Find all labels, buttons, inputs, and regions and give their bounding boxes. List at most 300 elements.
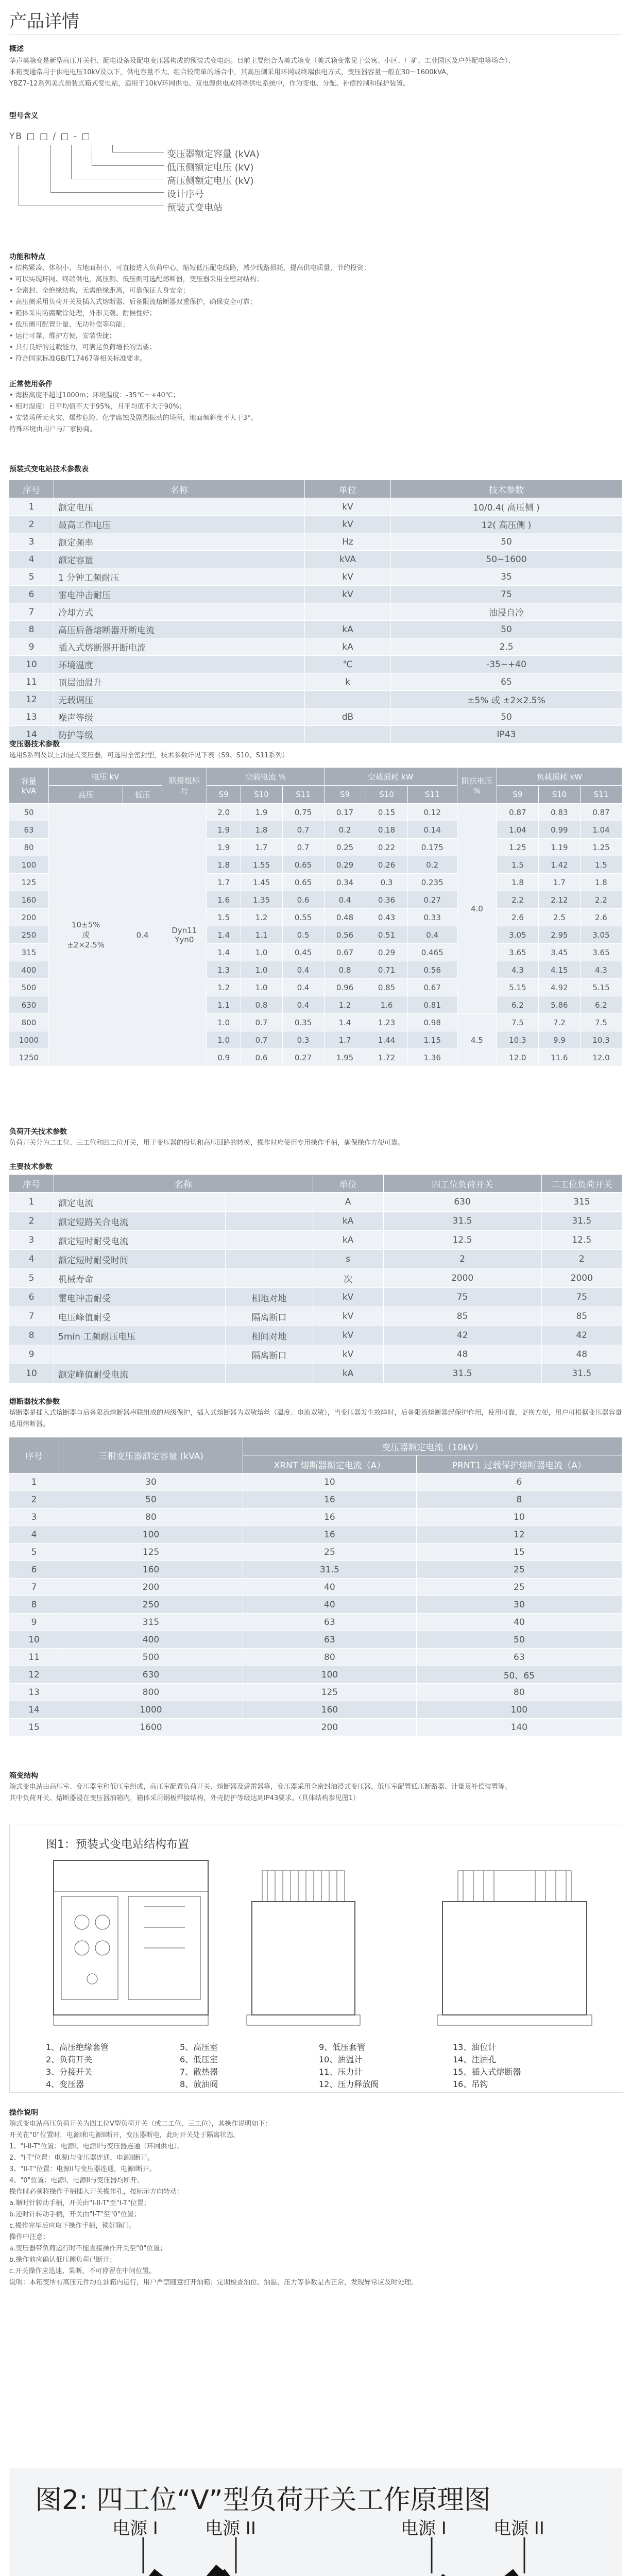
table-cell: 630 [383, 1193, 541, 1212]
table-cell: 0.48 [324, 909, 366, 926]
table-cell: 50 [391, 533, 622, 551]
table-cell: 1.8 [497, 874, 538, 891]
col-header: 序号 [9, 480, 54, 498]
model-code: YB □ □ / □ - □ [9, 131, 91, 142]
ops-text [9, 2119, 622, 2289]
table-cell: 插入式熔断器开断电流 [54, 638, 305, 656]
table-cell: 7.5 [497, 1014, 538, 1031]
table-cell: 5 [9, 1544, 59, 1561]
table-cell: 1.25 [497, 839, 538, 856]
table-cell: 1.2 [207, 979, 241, 996]
table-cell: Dyn11 Yyn0 [162, 804, 207, 1066]
table-cell: 0.67 [407, 979, 457, 996]
table-cell: 环境温度 [54, 656, 305, 673]
table-cell: 顶层油温升 [54, 673, 305, 691]
table-cell: 1.45 [241, 874, 282, 891]
table-cell: 13 [9, 1684, 59, 1701]
table-cell: 48 [383, 1345, 541, 1364]
table-row [9, 638, 622, 656]
table-cell: 1.8 [241, 821, 282, 839]
table-cell: 400 [59, 1631, 243, 1649]
table-cell: 40 [416, 1614, 622, 1631]
overview-line: 本箱变通常用于供电电压10kV及以下，供电容量不大、组合较简单的场合中，其高压侧采用环网或终端供电方式，变压器容量一般在30～1600kVA， [9, 69, 453, 76]
table-cell: 0.175 [407, 839, 457, 856]
table-cell [305, 691, 391, 708]
ops-line: b.逆时针转动手柄，开关由"I-T"至"0"位置； [9, 2211, 141, 2218]
table-cell: 1.25 [580, 839, 622, 856]
table-row [9, 603, 622, 621]
table-cell: 250 [59, 1596, 243, 1614]
table-cell: ±5% 或 ±2×2.5% [391, 691, 622, 708]
table-cell: 315 [59, 1614, 243, 1631]
legend-item: 15、插入式熔断器 [453, 2067, 521, 2077]
table-cell: 63 [243, 1631, 417, 1649]
table-cell: 14 [9, 1701, 59, 1719]
table-cell: 1.04 [580, 821, 622, 839]
table-cell: 31.5 [243, 1561, 417, 1579]
table-cell: kV [313, 1345, 383, 1364]
table-cell: 48 [541, 1345, 622, 1364]
table-cell: 0.34 [324, 874, 366, 891]
table-row [9, 1509, 622, 1526]
table-cell: kV [305, 568, 391, 586]
table-cell: 63 [243, 1614, 417, 1631]
table-cell: 2.5 [538, 909, 580, 926]
table-cell: kV [305, 498, 391, 516]
table-cell: 2 [541, 1250, 622, 1269]
table-cell: 1.0 [241, 979, 282, 996]
legend-item: 13、油位计 [453, 2042, 497, 2052]
col-header: S10 [366, 786, 407, 804]
page-title: 产品详情 [9, 11, 79, 32]
ops-line: 说明：本箱变所有高压元件均在油箱内运行，用户严禁随意打开油箱；定期检查油位、油温、压力等参数是否正常，发现异常应及时处理。 [9, 2279, 418, 2286]
table-cell: 相间对地 [226, 1326, 313, 1345]
table-cell: 1.0 [207, 1031, 241, 1049]
col-header: 联接组标号 [162, 768, 207, 804]
table-row [9, 1491, 622, 1509]
table-cell: 1.35 [241, 891, 282, 909]
fuse-note: 熔断器是插入式熔断器与后备限流熔断器串联组成的两级保护，插入式熔断器为双敏熔丝（温度、电流双敏），当变压器发生故障时，后备限流熔断器起保护作用，使用可靠，更换方便，用户可根据变压器容量选用熔断器。 [9, 1409, 622, 1428]
col-header: PRNT1 过载保护熔断器电流（A） [416, 1455, 622, 1473]
ops-line: a.顺时针转动手柄，开关由"I-II-T"至"I-T"位置； [9, 2199, 150, 2207]
ops-heading: 操作说明 [9, 2109, 38, 2117]
figure-1 [9, 1824, 623, 2093]
col-header: 名称 [54, 480, 305, 498]
table-row [9, 1307, 622, 1326]
table-cell: 12.0 [497, 1049, 538, 1066]
table-cell: 0.99 [538, 821, 580, 839]
table-cell [226, 1364, 313, 1383]
model-label: 变压器额定容量 (kVA) [167, 149, 260, 160]
col-header: 空载电流 % [207, 768, 324, 786]
table-cell: 10 [9, 1364, 54, 1383]
table-cell: -35~+40 [391, 656, 622, 673]
table-cell: 0.465 [407, 944, 457, 961]
table-cell: 1250 [9, 1049, 49, 1066]
table-row [9, 1364, 622, 1383]
table-cell: 85 [541, 1307, 622, 1326]
table-cell: 3.65 [497, 944, 538, 961]
table-cell [305, 726, 391, 743]
table-cell: 0.4 [407, 926, 457, 944]
table-cell: 0.12 [407, 804, 457, 821]
table-row [9, 673, 622, 691]
table-cell: 2.95 [538, 926, 580, 944]
table-cell: 500 [9, 979, 49, 996]
table-cell: 额定容量 [54, 551, 305, 568]
ops-line: c.操作完毕后应取下操作手柄，锁好箱门。 [9, 2222, 136, 2230]
table-cell: 6 [9, 1561, 59, 1579]
table-cell: 160 [59, 1561, 243, 1579]
table-cell: 0.87 [497, 804, 538, 821]
table-cell: 200 [243, 1719, 417, 1736]
table-cell: 11 [9, 673, 54, 691]
ops-line: 操作时必须将操作手柄插入开关操作孔，按标示方向转动： [9, 2188, 184, 2196]
col-header: 容量 kVA [9, 768, 49, 804]
table-cell: 75 [541, 1288, 622, 1307]
col-header: S10 [538, 786, 580, 804]
col-header: 序号 [9, 1437, 59, 1473]
table-row [9, 1666, 622, 1684]
table-cell: 1.36 [407, 1049, 457, 1066]
table-cell: 1.42 [538, 856, 580, 874]
table-cell: 140 [416, 1719, 622, 1736]
table-cell: 1.1 [207, 996, 241, 1014]
table-cell [226, 1212, 313, 1231]
ops-line: 3、"II-T"位置：电源II与变压器连通，电源I断开。 [9, 2165, 156, 2173]
table-cell: 10 [416, 1509, 622, 1526]
table-cell: 13 [9, 708, 54, 726]
table-cell: 85 [383, 1307, 541, 1326]
col-header: S11 [580, 786, 622, 804]
table-cell: 40 [243, 1579, 417, 1596]
table-cell: 12 [416, 1526, 622, 1544]
col-header: S11 [282, 786, 324, 804]
fuse-heading: 熔断器技术参数 [9, 1398, 60, 1406]
table-cell: 0.81 [407, 996, 457, 1014]
table-cell: 6 [416, 1473, 622, 1491]
model-diagram [9, 131, 298, 234]
table-cell: 次 [313, 1269, 383, 1288]
table-cell: kV [313, 1307, 383, 1326]
table-cell: 2 [9, 1491, 59, 1509]
table-cell: 50 [416, 1631, 622, 1649]
table-cell: 15 [9, 1719, 59, 1736]
table-cell [54, 1345, 226, 1364]
table-cell: kVA [305, 551, 391, 568]
table-row [9, 568, 622, 586]
overview-text [9, 56, 622, 90]
model-label: 预装式变电站 [167, 202, 223, 213]
table-cell: 5 [9, 1269, 54, 1288]
table-cell: 10.3 [497, 1031, 538, 1049]
table-cell: 额定短路关合电流 [54, 1212, 226, 1231]
table-cell: 相地对地 [226, 1288, 313, 1307]
table3-heading: 主要技术参数 [9, 1163, 53, 1171]
table-row [9, 726, 622, 743]
table-row [9, 1719, 622, 1736]
table-cell: 0.96 [324, 979, 366, 996]
source-2-label: 电源 II [205, 2518, 256, 2539]
condition-line: 特殊环境由用户与厂家协商。 [9, 426, 97, 433]
table-cell: 10 [9, 1631, 59, 1649]
table-cell: 0.8 [241, 996, 282, 1014]
table-cell: 31.5 [383, 1212, 541, 1231]
divider [9, 34, 622, 35]
legend-item: 6、低压室 [180, 2055, 218, 2064]
spec-table [9, 480, 622, 743]
table-cell: 2000 [383, 1269, 541, 1288]
table-cell: 0.3 [282, 1031, 324, 1049]
table-cell: 30 [59, 1473, 243, 1491]
table-cell: 8 [9, 1326, 54, 1345]
table-cell: 噪声等级 [54, 708, 305, 726]
table-cell: 1.7 [207, 874, 241, 891]
figure-2-title: 图2: 四工位“V”型负荷开关工作原理图 [35, 2485, 491, 2516]
table-cell: 10±5% 或 ±2×2.5% [49, 804, 123, 1066]
table-cell: 0.4 [282, 979, 324, 996]
table-cell: 0.71 [366, 961, 407, 979]
table-cell: 160 [243, 1701, 417, 1719]
table-cell: 2.2 [580, 891, 622, 909]
table-cell: 0.33 [407, 909, 457, 926]
table-cell: 50、65 [416, 1666, 622, 1684]
table-cell: 0.17 [324, 804, 366, 821]
table-cell: 7.2 [538, 1014, 580, 1031]
table-cell: 31.5 [541, 1364, 622, 1383]
table-cell: 6 [9, 586, 54, 603]
table-cell: 2.6 [497, 909, 538, 926]
table-cell: 0.22 [366, 839, 407, 856]
table-cell: 315 [541, 1193, 622, 1212]
table-cell: 630 [9, 996, 49, 1014]
table-row [9, 1614, 622, 1631]
table-row [9, 1544, 622, 1561]
legend-item: 9、低压套管 [319, 2042, 366, 2052]
table-cell: 4.15 [538, 961, 580, 979]
table-row [9, 551, 622, 568]
table-cell: 6 [9, 1288, 54, 1307]
table-row [9, 1596, 622, 1614]
table-cell: 35 [391, 568, 622, 586]
table-cell: 0.2 [324, 821, 366, 839]
table-cell: 75 [391, 586, 622, 603]
table-cell: 100 [243, 1666, 417, 1684]
table-cell: 1000 [59, 1701, 243, 1719]
table-cell: 1.1 [241, 926, 282, 944]
table-cell: 0.7 [241, 1031, 282, 1049]
table-cell: kA [313, 1231, 383, 1250]
table-cell: 0.56 [407, 961, 457, 979]
table-cell: 10/0.4( 高压侧 ) [391, 498, 622, 516]
table-cell: 11.6 [538, 1049, 580, 1066]
table-cell: 10 [243, 1473, 417, 1491]
table-cell: kA [305, 621, 391, 638]
table-cell: 9 [9, 638, 54, 656]
table-cell: 0.26 [366, 856, 407, 874]
table-cell: 0.67 [324, 944, 366, 961]
fuse-table [9, 1437, 622, 1736]
table-cell: 2.5 [391, 638, 622, 656]
table-cell: 630 [59, 1666, 243, 1684]
overview-heading: 概述 [9, 45, 24, 53]
table-cell: 0.27 [282, 1049, 324, 1066]
table-cell: 2000 [541, 1269, 622, 1288]
figure-1-title: 图1：预装式变电站结构布置 [46, 1838, 189, 1851]
table2-note: 选用S系列及以上油浸式变压器，可选用全密封型，技术参数详见下表（S9、S10、S11系列） [9, 752, 289, 759]
table-cell: 7 [9, 1579, 59, 1596]
table-cell: 16 [243, 1526, 417, 1544]
table-cell: 1.7 [241, 839, 282, 856]
ops-line: 操作中注意： [9, 2233, 50, 2241]
table-cell: k [305, 673, 391, 691]
features-heading: 功能和特点 [9, 253, 45, 261]
table-cell: 0.83 [538, 804, 580, 821]
table-cell: 7 [9, 603, 54, 621]
table-cell: 0.7 [282, 839, 324, 856]
feature-line: • 可以实现环网、终端供电，高压侧、低压侧可选配熔断器，变压器采用全密封结构； [9, 276, 263, 283]
table-row [9, 1231, 622, 1250]
table-cell: 2 [9, 1212, 54, 1231]
table-row [9, 1631, 622, 1649]
table-cell: 80 [416, 1684, 622, 1701]
table-row [9, 533, 622, 551]
legend-item: 10、油温计 [319, 2055, 363, 2064]
table-cell: 125 [9, 874, 49, 891]
table-cell: 100 [9, 856, 49, 874]
col-header: 单位 [313, 1175, 383, 1193]
table-cell: 冷却方式 [54, 603, 305, 621]
table-cell: 3 [9, 1509, 59, 1526]
feature-line: • 结构紧凑、体积小、占地面积小，可直接进入负荷中心，缩短低压配电线路，减少线路损耗，提高供电质量，节约投资； [9, 264, 370, 272]
table-cell: 雷电冲击耐压 [54, 586, 305, 603]
table-cell: 0.4 [282, 996, 324, 1014]
table-cell: 0.4 [123, 804, 162, 1066]
figure-2 [9, 2468, 622, 2576]
table-cell: 1.5 [497, 856, 538, 874]
table-cell [226, 1231, 313, 1250]
table-cell: 0.98 [407, 1014, 457, 1031]
table-cell: 4 [9, 551, 54, 568]
table-row [9, 1649, 622, 1666]
condition-line: • 海拔高度不超过1000m；环境温度：-35℃～+40℃； [9, 392, 180, 399]
table-cell: 12.5 [383, 1231, 541, 1250]
table-cell: 0.5 [282, 926, 324, 944]
ops-line: 开关在"0"位置时，电源I和电源II断开，变压器断电，此时开关处于隔离状态。 [9, 2131, 240, 2139]
col-header: S10 [241, 786, 282, 804]
table-cell: 31.5 [541, 1212, 622, 1231]
table-cell: 1.2 [324, 996, 366, 1014]
table-cell: 1.8 [207, 856, 241, 874]
table-cell: 100 [59, 1526, 243, 1544]
table-cell: 4 [9, 1250, 54, 1269]
model-label: 设计序号 [167, 189, 204, 200]
table-cell: 75 [383, 1288, 541, 1307]
table-cell: 0.65 [282, 874, 324, 891]
conditions-heading: 正常使用条件 [9, 380, 53, 388]
table-cell: 0.8 [324, 961, 366, 979]
ops-line: 4、"0"位置：电源I、电源II与变压器均断开。 [9, 2177, 144, 2184]
table-cell: 8 [416, 1491, 622, 1509]
ops-line: a.变压器带负荷运行时不能直接操作开关至"0"位置； [9, 2245, 167, 2252]
table-cell: 4.3 [497, 961, 538, 979]
table-cell: 2.0 [207, 804, 241, 821]
table-cell: 额定电压 [54, 498, 305, 516]
table-cell: 0.14 [407, 821, 457, 839]
table-cell: 1.2 [241, 909, 282, 926]
ops-line: b.操作前应确认低压侧负荷已断开； [9, 2256, 116, 2264]
table-cell: 5.86 [538, 996, 580, 1014]
col-header: 高压 [49, 786, 123, 804]
table-cell: 1.5 [207, 909, 241, 926]
table-cell: 7 [9, 1307, 54, 1326]
table-cell: 12 [9, 691, 54, 708]
table-cell: 0.35 [282, 1014, 324, 1031]
table-cell: 1.19 [538, 839, 580, 856]
col-header: 低压 [123, 786, 162, 804]
table-cell: 12( 高压侧 ) [391, 516, 622, 533]
table-cell: 油浸自冷 [391, 603, 622, 621]
table-cell: 0.75 [282, 804, 324, 821]
table-cell: 1 分钟工频耐压 [54, 568, 305, 586]
structure-line: 箱式变电站由高压室、变压器室和低压室组成，高压室配置负荷开关、熔断器及避雷器等，变压器采用全密封油浸式变压器，低压室配置低压断路器、计量及补偿装置等。 [9, 1783, 512, 1791]
table-cell: 80 [243, 1649, 417, 1666]
table-cell: 高压后备熔断器开断电流 [54, 621, 305, 638]
table2-heading: 变压器技术参数 [9, 740, 60, 749]
table-cell: 4.0 [457, 804, 497, 1014]
table-row [9, 516, 622, 533]
legend-item: 2、负荷开关 [46, 2055, 93, 2064]
col-header: 二工位负荷开关 [541, 1175, 622, 1193]
table-cell: dB [305, 708, 391, 726]
table-cell: 315 [9, 944, 49, 961]
table-cell: 防护等级 [54, 726, 305, 743]
table-cell: 0.6 [241, 1049, 282, 1066]
col-header: S11 [407, 786, 457, 804]
table-row [9, 1561, 622, 1579]
table-row [9, 1473, 622, 1491]
table-cell: 额定短时耐受时间 [54, 1250, 226, 1269]
table-cell: 0.9 [207, 1049, 241, 1066]
table-cell: 1.0 [241, 944, 282, 961]
table-cell: 400 [9, 961, 49, 979]
table-cell: 0.36 [366, 891, 407, 909]
feature-line: • 低压侧可配置计量、无功补偿等功能； [9, 321, 129, 329]
table-cell: 12.0 [580, 1049, 622, 1066]
table-cell: 125 [243, 1684, 417, 1701]
table-cell: 25 [416, 1561, 622, 1579]
col-header: S9 [207, 786, 241, 804]
table-cell: kV [305, 516, 391, 533]
table-cell: 7.5 [580, 1014, 622, 1031]
legend-item: 4、变压器 [46, 2079, 84, 2089]
feature-line: • 运行可靠，维护方便，安装快捷； [9, 332, 116, 340]
col-header: 电压 kV [49, 768, 162, 786]
table-cell: 1 [9, 1193, 54, 1212]
table-cell: 0.7 [282, 821, 324, 839]
table-cell: 8 [9, 621, 54, 638]
table-cell: 5 [9, 568, 54, 586]
ops-line: 箱式变电站高压负荷开关为四工位V型负荷开关（或二工位、三工位），其操作说明如下： [9, 2120, 272, 2128]
table-cell: 0.45 [282, 944, 324, 961]
col-header: 变压器额定电流（10kV） [243, 1437, 622, 1455]
table-cell: 1000 [9, 1031, 49, 1049]
table-cell: 隔离断口 [226, 1307, 313, 1326]
model-label: 低压侧额定电压 (kV) [167, 162, 254, 173]
table-cell: 12.5 [541, 1231, 622, 1250]
table-cell: A [313, 1193, 383, 1212]
source-1-label: 电源 I [401, 2518, 447, 2539]
